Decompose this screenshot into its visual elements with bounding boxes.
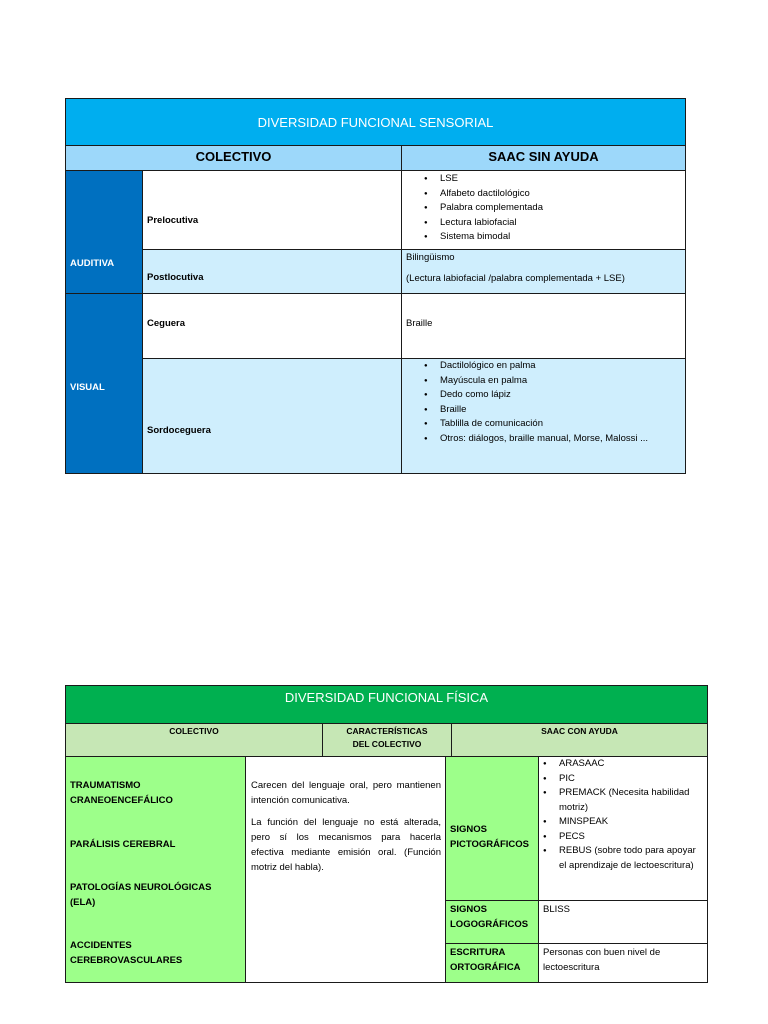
colectivos-cell <box>65 756 246 983</box>
auditiva-cell <box>65 170 143 294</box>
signos-logo-saac-cell <box>538 900 708 944</box>
list-item: ● Lectura labiofacial <box>420 216 543 231</box>
fisica-head-caracteristicas: CARACTERÍSTICAS DEL COLECTIVO <box>322 723 452 757</box>
postlocutiva-line1: Bilingüismo <box>406 252 455 263</box>
auditiva-label: AUDITIVA <box>70 258 115 269</box>
list-item: ● ARASAAC <box>539 757 705 772</box>
postlocutiva-saac-cell <box>401 249 686 294</box>
postlocutiva-line2: (Lectura labiofacial /palabra complementada + LSE) <box>406 273 625 284</box>
list-item: ● Palabra complementada <box>420 201 543 216</box>
list-item: ● PECS <box>539 830 705 845</box>
sensorial-head-colectivo: COLECTIVO <box>65 145 402 171</box>
list-item: ● Mayúscula en palma <box>420 374 682 389</box>
sordoceguera-label: Sordoceguera <box>147 425 211 436</box>
visual-label: VISUAL <box>70 382 105 393</box>
ceguera-value: Braille <box>406 318 433 329</box>
postlocutiva-cell <box>142 249 402 294</box>
list-item: ● Dactilológico en palma <box>420 359 682 374</box>
fisica-head-colectivo: COLECTIVO <box>65 723 323 757</box>
list-item: ● PREMACK (Necesita habilidad motriz) <box>539 786 705 815</box>
postlocutiva-label: Postlocutiva <box>147 272 204 283</box>
prelocutiva-cell <box>142 170 402 250</box>
escritura-saac-cell <box>538 943 708 983</box>
colectivo-item: ACCIDENTES CEREBROVASCULARES <box>70 940 183 966</box>
ceguera-cell <box>142 293 402 359</box>
signos-picto-saac-cell <box>538 756 708 901</box>
colectivo-item: PATOLOGÍAS NEUROLÓGICAS (ELA) <box>70 882 212 908</box>
sensorial-head-saac: SAAC SIN AYUDA <box>401 145 686 171</box>
list-item: ● Otros: diálogos, braille manual, Morse, Malossi ... <box>420 432 682 447</box>
sordoceguera-saac-cell <box>401 358 686 474</box>
visual-cell <box>65 293 143 474</box>
prelocutiva-list <box>420 172 543 245</box>
sensorial-title-cell <box>65 98 686 146</box>
list-item: ● Braille <box>420 403 682 418</box>
signos-logo-value: BLISS <box>543 904 570 915</box>
list-item: ● Tablilla de comunicación <box>420 417 682 432</box>
list-item: ● MINSPEAK <box>539 815 705 830</box>
caracteristicas-cell <box>245 756 446 983</box>
signos-picto-cell <box>445 756 539 901</box>
colectivo-item: TRAUMATISMO CRANEOENCEFÁLICO <box>70 780 173 806</box>
escritura-label: ESCRITURA ORTOGRÁFICA <box>450 947 521 973</box>
fisica-title: DIVERSIDAD FUNCIONAL FÍSICA <box>284 690 489 705</box>
signos-logo-cell <box>445 900 539 944</box>
signos-picto-list <box>539 757 705 873</box>
ceguera-saac-cell <box>401 293 686 359</box>
fisica-title-cell <box>65 685 708 724</box>
signos-logo-label: SIGNOS LOGOGRÁFICOS <box>450 904 529 930</box>
prelocutiva-saac-cell <box>401 170 686 250</box>
list-item: ● LSE <box>420 172 543 187</box>
ceguera-label: Ceguera <box>147 318 186 329</box>
list-item: ● PIC <box>539 772 705 787</box>
sordoceguera-list <box>420 359 682 446</box>
list-item: ● REBUS (sobre todo para apoyar el aprendizaje de lectoescritura) <box>539 844 705 873</box>
caracteristicas-p2: La función del lenguaje no está alterada, pero sí los mecanismos para hacerla efectiva mediante emisión oral. (Función motriz del habla). <box>251 817 441 873</box>
sensorial-title: DIVERSIDAD FUNCIONAL SENSORIAL <box>257 115 494 130</box>
list-item: ● Alfabeto dactilológico <box>420 187 543 202</box>
prelocutiva-label: Prelocutiva <box>147 215 199 226</box>
caracteristicas-p1: Carecen del lenguaje oral, pero mantienen intención comunicativa. <box>251 780 441 806</box>
escritura-cell <box>445 943 539 983</box>
fisica-head-saac: SAAC CON AYUDA <box>451 723 708 757</box>
list-item: ● Dedo como lápiz <box>420 388 682 403</box>
list-item: ● Sistema bimodal <box>420 230 543 245</box>
escritura-value: Personas con buen nivel de lectoescritura <box>543 947 661 973</box>
sordoceguera-cell <box>142 358 402 474</box>
signos-picto-label: SIGNOS PICTOGRÁFICOS <box>450 824 529 850</box>
colectivo-item: PARÁLISIS CEREBRAL <box>70 839 176 850</box>
